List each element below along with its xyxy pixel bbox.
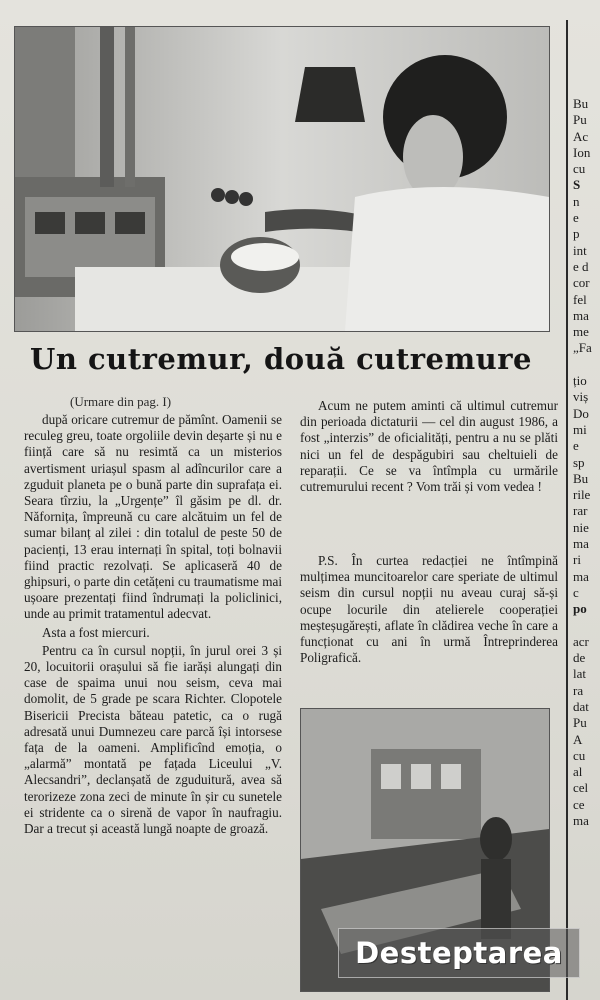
article-right-column	[300, 398, 558, 495]
hospital-photo	[14, 26, 550, 332]
article-left-column	[24, 412, 282, 837]
continued-from-note: (Urmare din pag. I)	[70, 394, 172, 409]
paragraph: după oricare cutremur de pămînt. Oamenii se reculeg greu, toate orgoliile devin deșarte și nu e ființă care să nu resimtă ca un misterios avertisment uriașul spasm al adîncurilor care a zguduit planeta pe o bună parte din suprafața ei. Seara tîrziu, la „Urgențe” îl găsim pe dl. dr. Năfornița, împreună cu care alcătuim un fel de sumar bilanț al zilei : din totalul de peste 50 de pacienți, 13 erau internați în spital, toți bolnavii fiind practic rezolvați. Se aplicaseră 40 de ghipsuri, o parte din cetățeni cu traumatisme mai ușoare prezentați fiind îndrumați la policlinici, unde au primit tratamentul adecvat.	[24, 412, 282, 622]
paragraph: Asta a fost miercuri.	[42, 624, 150, 640]
paragraph: Acum ne putem aminti că ultimul cutremur din perioada dictaturii — cel din august 1986, a fost „interzis” de oficialități, pentru a nu se plăti nici un fel de despăgubiri sau cheltuieli de reparații. Ce se va întîmpla cu urmările cutremurului recent ? Vom trăi și vom vedea !	[300, 398, 558, 495]
article-headline: Un cutremur, două cutremure	[30, 342, 532, 376]
adjacent-column-cut-off: Bu Pu Ac Ion cu S n e p int e d cor fel ma me „Fa țio viș Do mi e sp Bu rile rar nie ma ri ma c po acr de lat ra dat Pu A cu al cel ce ma	[573, 96, 592, 829]
column-divider	[566, 20, 568, 1000]
paragraph: P.S. În curtea redacției ne întîmpină mulțimea muncitoarelor care speriate de ultimul seism din cursul nopții nu aveau curaj să-și ocupe locurile din atelierele cooperației meșteșugărești, aflate în clădirea veche în care a funcționat cu ani în urmă Întreprinderea Poligrafică.	[300, 553, 558, 666]
paragraph: Pentru ca în cursul nopții, în jurul orei 3 și 20, locuitorii orașului să fie iarăși alungați din case de spaima unui nou seism, ceva mai domolit, de 5 grade pe scara Richter. Clopotele Bisericii Precista băteau patetic, ca o rugă adresată unui Dumnezeu care parcă își intorsese fața de la oameni. Amplificînd emoția, o „alarmă” montată pe fațada Liceului „V. Alecsandri”, declanșată de zguduitură, avea să terorizeze zona zeci de minute în șir cu sunetele ei stridente ca o sirenă de vapor în naufragiu. Dar a trecut și această lungă noapte de groază.	[24, 642, 282, 837]
watermark-logo: Desteptarea	[338, 928, 580, 978]
article-postscript	[300, 553, 558, 666]
hospital-photo-image	[15, 27, 549, 331]
